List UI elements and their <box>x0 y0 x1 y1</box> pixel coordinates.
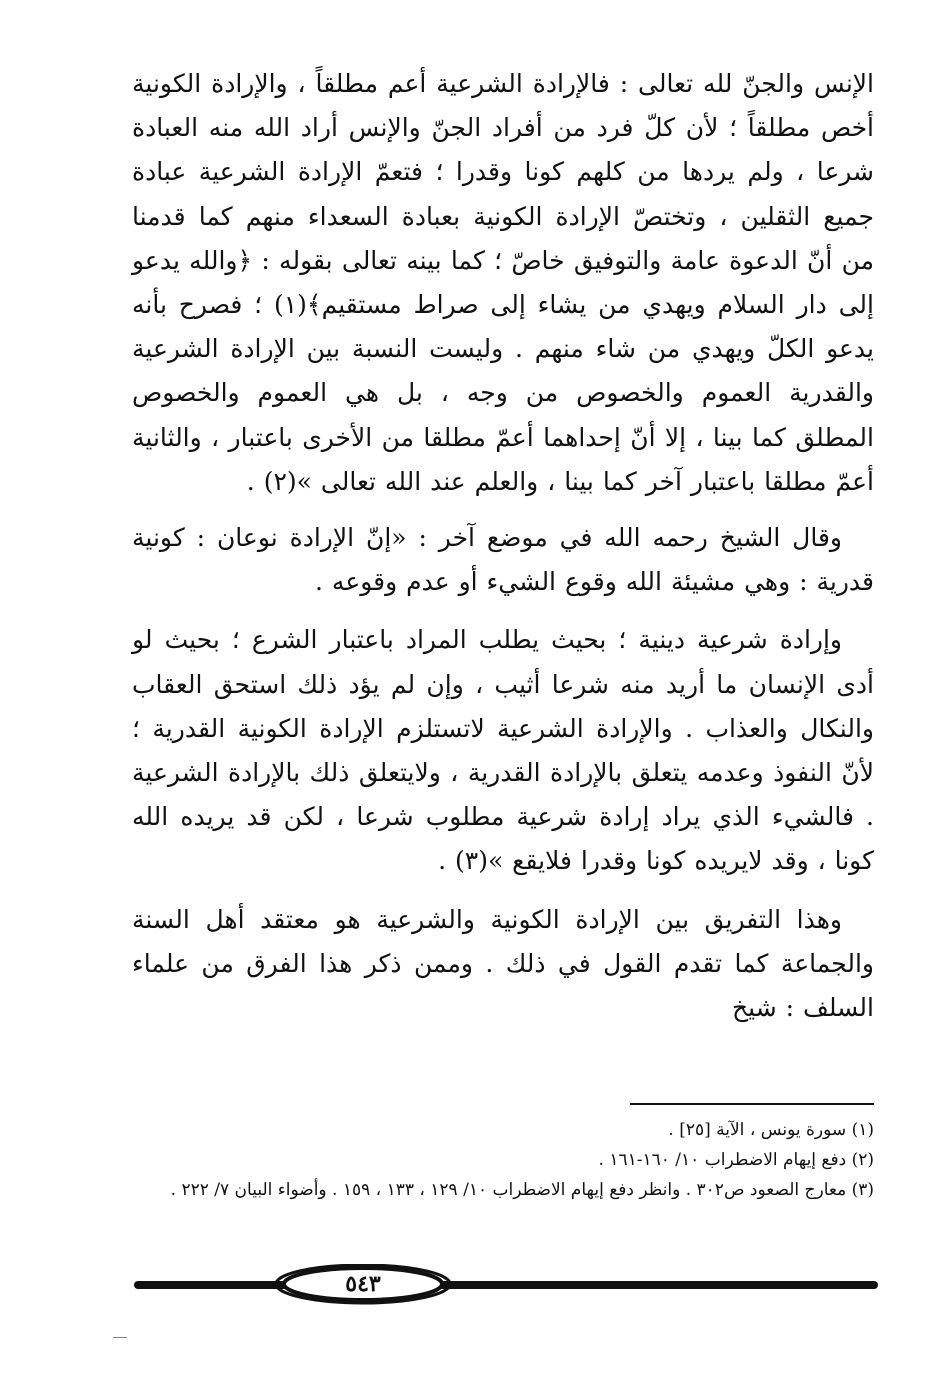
footnote-3: (٣) معارج الصعود ص٣٠٢ . وانظر دفع إيهام الاضطراب ١٠/ ١٢٩ ، ١٣٣ ، ١٥٩ . وأضواء البيان ٧/ ٢٢٢ . <box>170 1180 874 1200</box>
page-number-ornament <box>134 1264 878 1308</box>
footnotes <box>132 1115 874 1205</box>
footnote-separator <box>630 1103 874 1105</box>
paragraph-4: وهذا التفريق بين الإرادة الكونية والشرعية هو معتقد أهل السنة والجماعة كما تقدم القول في ذلك . وممن ذكر هذا الفرق من علماء السلف : شيخ <box>132 904 874 1023</box>
page-number: ٥٤٣ <box>345 1271 381 1297</box>
margin-mark <box>113 1337 127 1338</box>
footnote-1: (١) سورة يونس ، الآية [٢٥] . <box>668 1120 874 1140</box>
paragraph-2: وقال الشيخ رحمه الله في موضع آخر : «إنّ الإرادة نوعان : كونية قدرية : وهي مشيئة الله وقوع الشيء أو عدم وقوعه . <box>132 523 874 597</box>
paragraph-1: الإنس والجنّ لله تعالى : فالإرادة الشرعية أعم مطلقاً ، والإرادة الكونية أخص مطلقاً ؛ لأن كلّ فرد من أفراد الجنّ والإنس أراد الله منه العبادة شرعا ، ولم يردها من كلهم كونا وقدرا ؛ فتعمّ الإرادة الشرعية عبادة جميع الثقلين ، وتختصّ الإرادة الكونية بعبادة السعداء منهم كما قدمنا من أنّ الدعوة عامة والتوفيق خاصّ ؛ كما بينه تعالى بقوله : ﴿والله يدعو إلى دار السلام ويهدي من يشاء إلى صراط مستقيم﴾(١) ؛ فصرح بأنه يدعو الكلّ ويهدي من شاء منهم . وليست النسبة بين الإرادة الشرعية والقدرية العموم والخصوص من وجه ، بل هي العموم والخصوص المطلق كما بينا ، إلا أنّ إحداهما أعمّ مطلقا من الأخرى باعتبار ، والثانية أعمّ مطلقا باعتبار آخر كما بينا ، والعلم عند الله تعالى »(٢) . <box>132 69 874 496</box>
paragraph-3: وإرادة شرعية دينية ؛ بحيث يطلب المراد باعتبار الشرع ؛ بحيث لو أدى الإنسان ما أريد منه شرعا أثيب ، وإن لم يؤد ذلك استحق العقاب والنكال والعذاب . والإرادة الشرعية لاتستلزم الإرادة الكونية القدرية ؛ لأنّ النفوذ وعدمه يتعلق بالإرادة القدرية ، ولايتعلق ذلك بالإرادة الشرعية . فالشيء الذي يراد إرادة شرعية مطلوب شرعا ، لكن قد يريده الله كونا ، وقد لايريده كونا وقدرا فلايقع »(٣) . <box>132 625 874 876</box>
footnote-2: (٢) دفع إيهام الاضطراب ١٠/ ١٦٠-١٦١ . <box>598 1150 874 1170</box>
main-text <box>132 62 874 1030</box>
